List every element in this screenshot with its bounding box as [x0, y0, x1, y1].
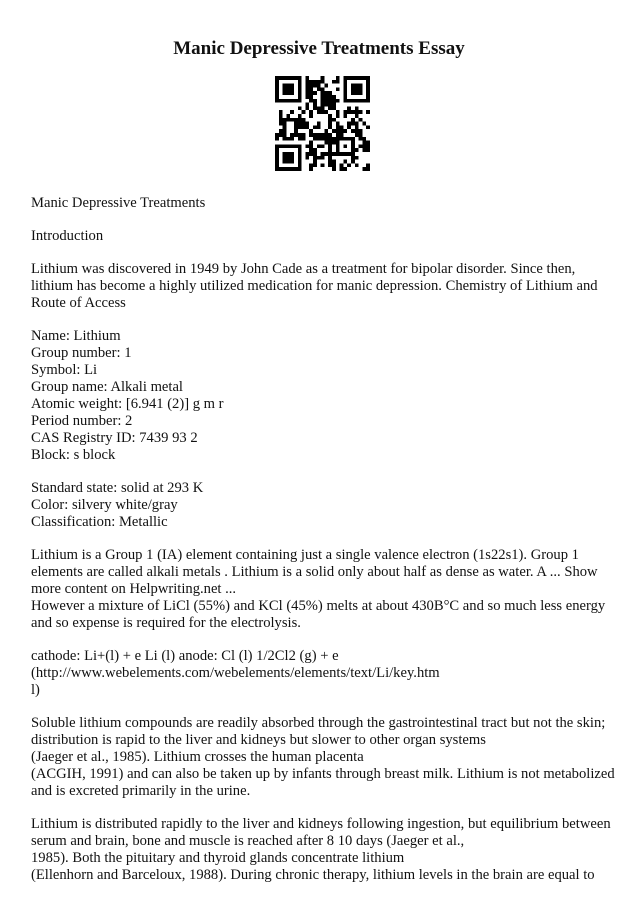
text-line: Group number: 1	[31, 345, 132, 361]
paragraph	[31, 261, 621, 312]
text-line: distribution is rapid to the liver and kidneys but slower to other organ systems	[31, 732, 486, 748]
text-line: Soluble lithium compounds are readily absorbed through the gastrointestinal tract but not the skin;	[31, 715, 606, 731]
text-line: Lithium is distributed rapidly to the liver and kidneys following ingestion, but equilibrium between	[31, 816, 611, 832]
text-line: Manic Depressive Treatments	[31, 195, 206, 211]
document-title: Manic Depressive Treatments Essay	[173, 38, 465, 59]
paragraph	[31, 816, 621, 884]
text-line: Atomic weight: [6.941 (2)] g m r	[31, 396, 224, 412]
text-line: Classification: Metallic	[31, 514, 168, 530]
text-line: Lithium is a Group 1 (IA) element containing just a single valence electron (1s22s1). Group 1	[31, 547, 579, 563]
paragraph	[31, 715, 621, 800]
paragraph	[31, 547, 621, 632]
text-line: (ACGIH, 1991) and can also be taken up by infants through breast milk. Lithium is not metabolized	[31, 766, 615, 782]
paragraph	[31, 648, 621, 699]
text-line: Color: silvery white/gray	[31, 497, 178, 513]
text-line: Introduction	[31, 228, 104, 244]
text-line: Symbol: Li	[31, 362, 98, 378]
text-line: 1985). Both the pituitary and thyroid glands concentrate lithium	[31, 850, 405, 866]
text-line: elements are called alkali metals . Lithium is a solid only about half as dense as water. A ... Show	[31, 564, 598, 580]
text-line: (Jaeger et al., 1985). Lithium crosses the human placenta	[31, 749, 364, 765]
text-line: lithium has become a highly utilized medication for manic depression. Chemistry of Lithium and	[31, 278, 598, 294]
text-line: (Ellenhorn and Barceloux, 1988). During chronic therapy, lithium levels in the brain are equal to	[31, 867, 595, 883]
text-line: Route of Access	[31, 295, 126, 311]
text-line: and is excreted primarily in the urine.	[31, 783, 251, 799]
text-line: (http://www.webelements.com/webelements/elements/text/Li/key.htm	[31, 665, 440, 681]
text-line: Group name: Alkali metal	[31, 379, 183, 395]
paragraph	[31, 195, 621, 212]
text-line: Standard state: solid at 293 K	[31, 480, 204, 496]
text-line: Name: Lithium	[31, 328, 121, 344]
text-line: Period number: 2	[31, 413, 133, 429]
text-line: Lithium was discovered in 1949 by John Cade as a treatment for bipolar disorder. Since then,	[31, 261, 576, 277]
text-line: l)	[31, 682, 40, 698]
paragraph	[31, 328, 621, 464]
text-line: Block: s block	[31, 447, 116, 463]
paragraph	[31, 480, 621, 531]
text-line: CAS Registry ID: 7439 93 2	[31, 430, 198, 446]
text-line: However a mixture of LiCl (55%) and KCl (45%) melts at about 430B°C and so much less energy	[31, 598, 606, 614]
paragraph	[31, 228, 621, 245]
text-line: serum and brain, bone and muscle is reached after 8 10 days (Jaeger et al.,	[31, 833, 465, 849]
text-line: and so expense is required for the electrolysis.	[31, 615, 301, 631]
text-line: more content on Helpwriting.net ...	[31, 581, 237, 597]
text-line: cathode: Li+(l) + e Li (l) anode: Cl (l) 1/2Cl2 (g) + e	[31, 648, 339, 664]
document-body	[31, 195, 621, 900]
qr-code-icon	[275, 76, 370, 171]
